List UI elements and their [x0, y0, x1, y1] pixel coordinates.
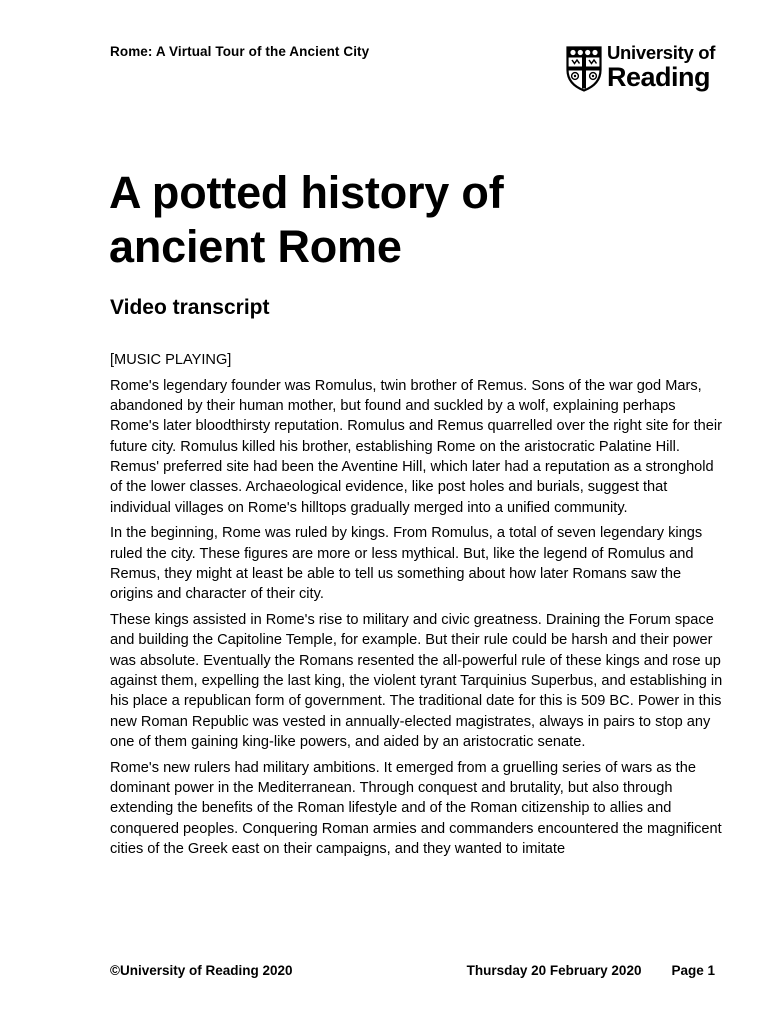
footer-date: Thursday 20 February 2020 [466, 963, 642, 978]
transcript-paragraph: These kings assisted in Rome's rise to military and civic greatness. Draining the Forum space and building the Capitoline Temple, for example. But their rule could be harsh and their power was absolute. Eventually the Romans resented the all-powerful rule of these kings and rose up against them, expelling the last king, the violent tyrant Tarquinius Superbus, and establishing in his place a republican form of government. The traditional date for this is 509 BC. Power in this new Roman Republic was vested in annually-elected magistrates, always in pairs to stop any one of them gaining king-like powers, and aided by an aristocratic senate. [110, 612, 723, 750]
document-title: A potted history of ancient Rome [109, 167, 504, 272]
transcript-paragraph: Rome's new rulers had military ambitions. It emerged from a gruelling series of wars as the dominant power in the Mediterranean. Through conquest and brutality, but also through extending the benefits of the Roman lifestyle and of the Roman citizenship to allies and conquered peoples. Conquering Roman armies and commanders encountered the magnificent cities of the Greek east on their campaigns, and they wanted to imitate [110, 759, 722, 857]
transcript-paragraph: Rome's legendary founder was Romulus, twin brother of Remus. Sons of the war god Mars, abandoned by their human mother, but found and suckled by a wolf, explaining perhaps Rome's later bloodthirsty reputation. Romulus and Remus quarrelled over the right site for their future city. Romulus killed his brother, establishing Rome on the aristocratic Palatine Hill. Remus' preferred site had been the Aventine Hill, which later had a reputation as a stronghold of the lower classes. Archaeological evidence, like post holes and burials, suggest that individual villages on Rome's hilltops gradually merged into a unified community. [110, 377, 722, 516]
footer-copyright: ©University of Reading 2020 [110, 963, 293, 978]
footer-page-number: Page 1 [671, 963, 715, 978]
document-series-header: Rome: A Virtual Tour of the Ancient City [110, 44, 370, 59]
transcript-paragraph: In the beginning, Rome was ruled by kings. From Romulus, a total of seven legendary kings ruled the city. These figures are more or less mythical. But, like the legend of Romulus and Remus, they might at least be able to tell us something about how later Romans saw the origins and character of their city. [110, 525, 703, 603]
document-subtitle: Video transcript [110, 296, 270, 319]
university-logo [566, 44, 722, 96]
wordmark-line-2: Reading [607, 61, 711, 92]
footer-right-group [467, 963, 715, 978]
university-wordmark [607, 44, 715, 91]
wordmark-line-1: University of [607, 42, 716, 63]
transcript-paragraph: [MUSIC PLAYING] [110, 352, 232, 368]
transcript-body [110, 350, 724, 865]
university-crest-icon [566, 46, 602, 92]
